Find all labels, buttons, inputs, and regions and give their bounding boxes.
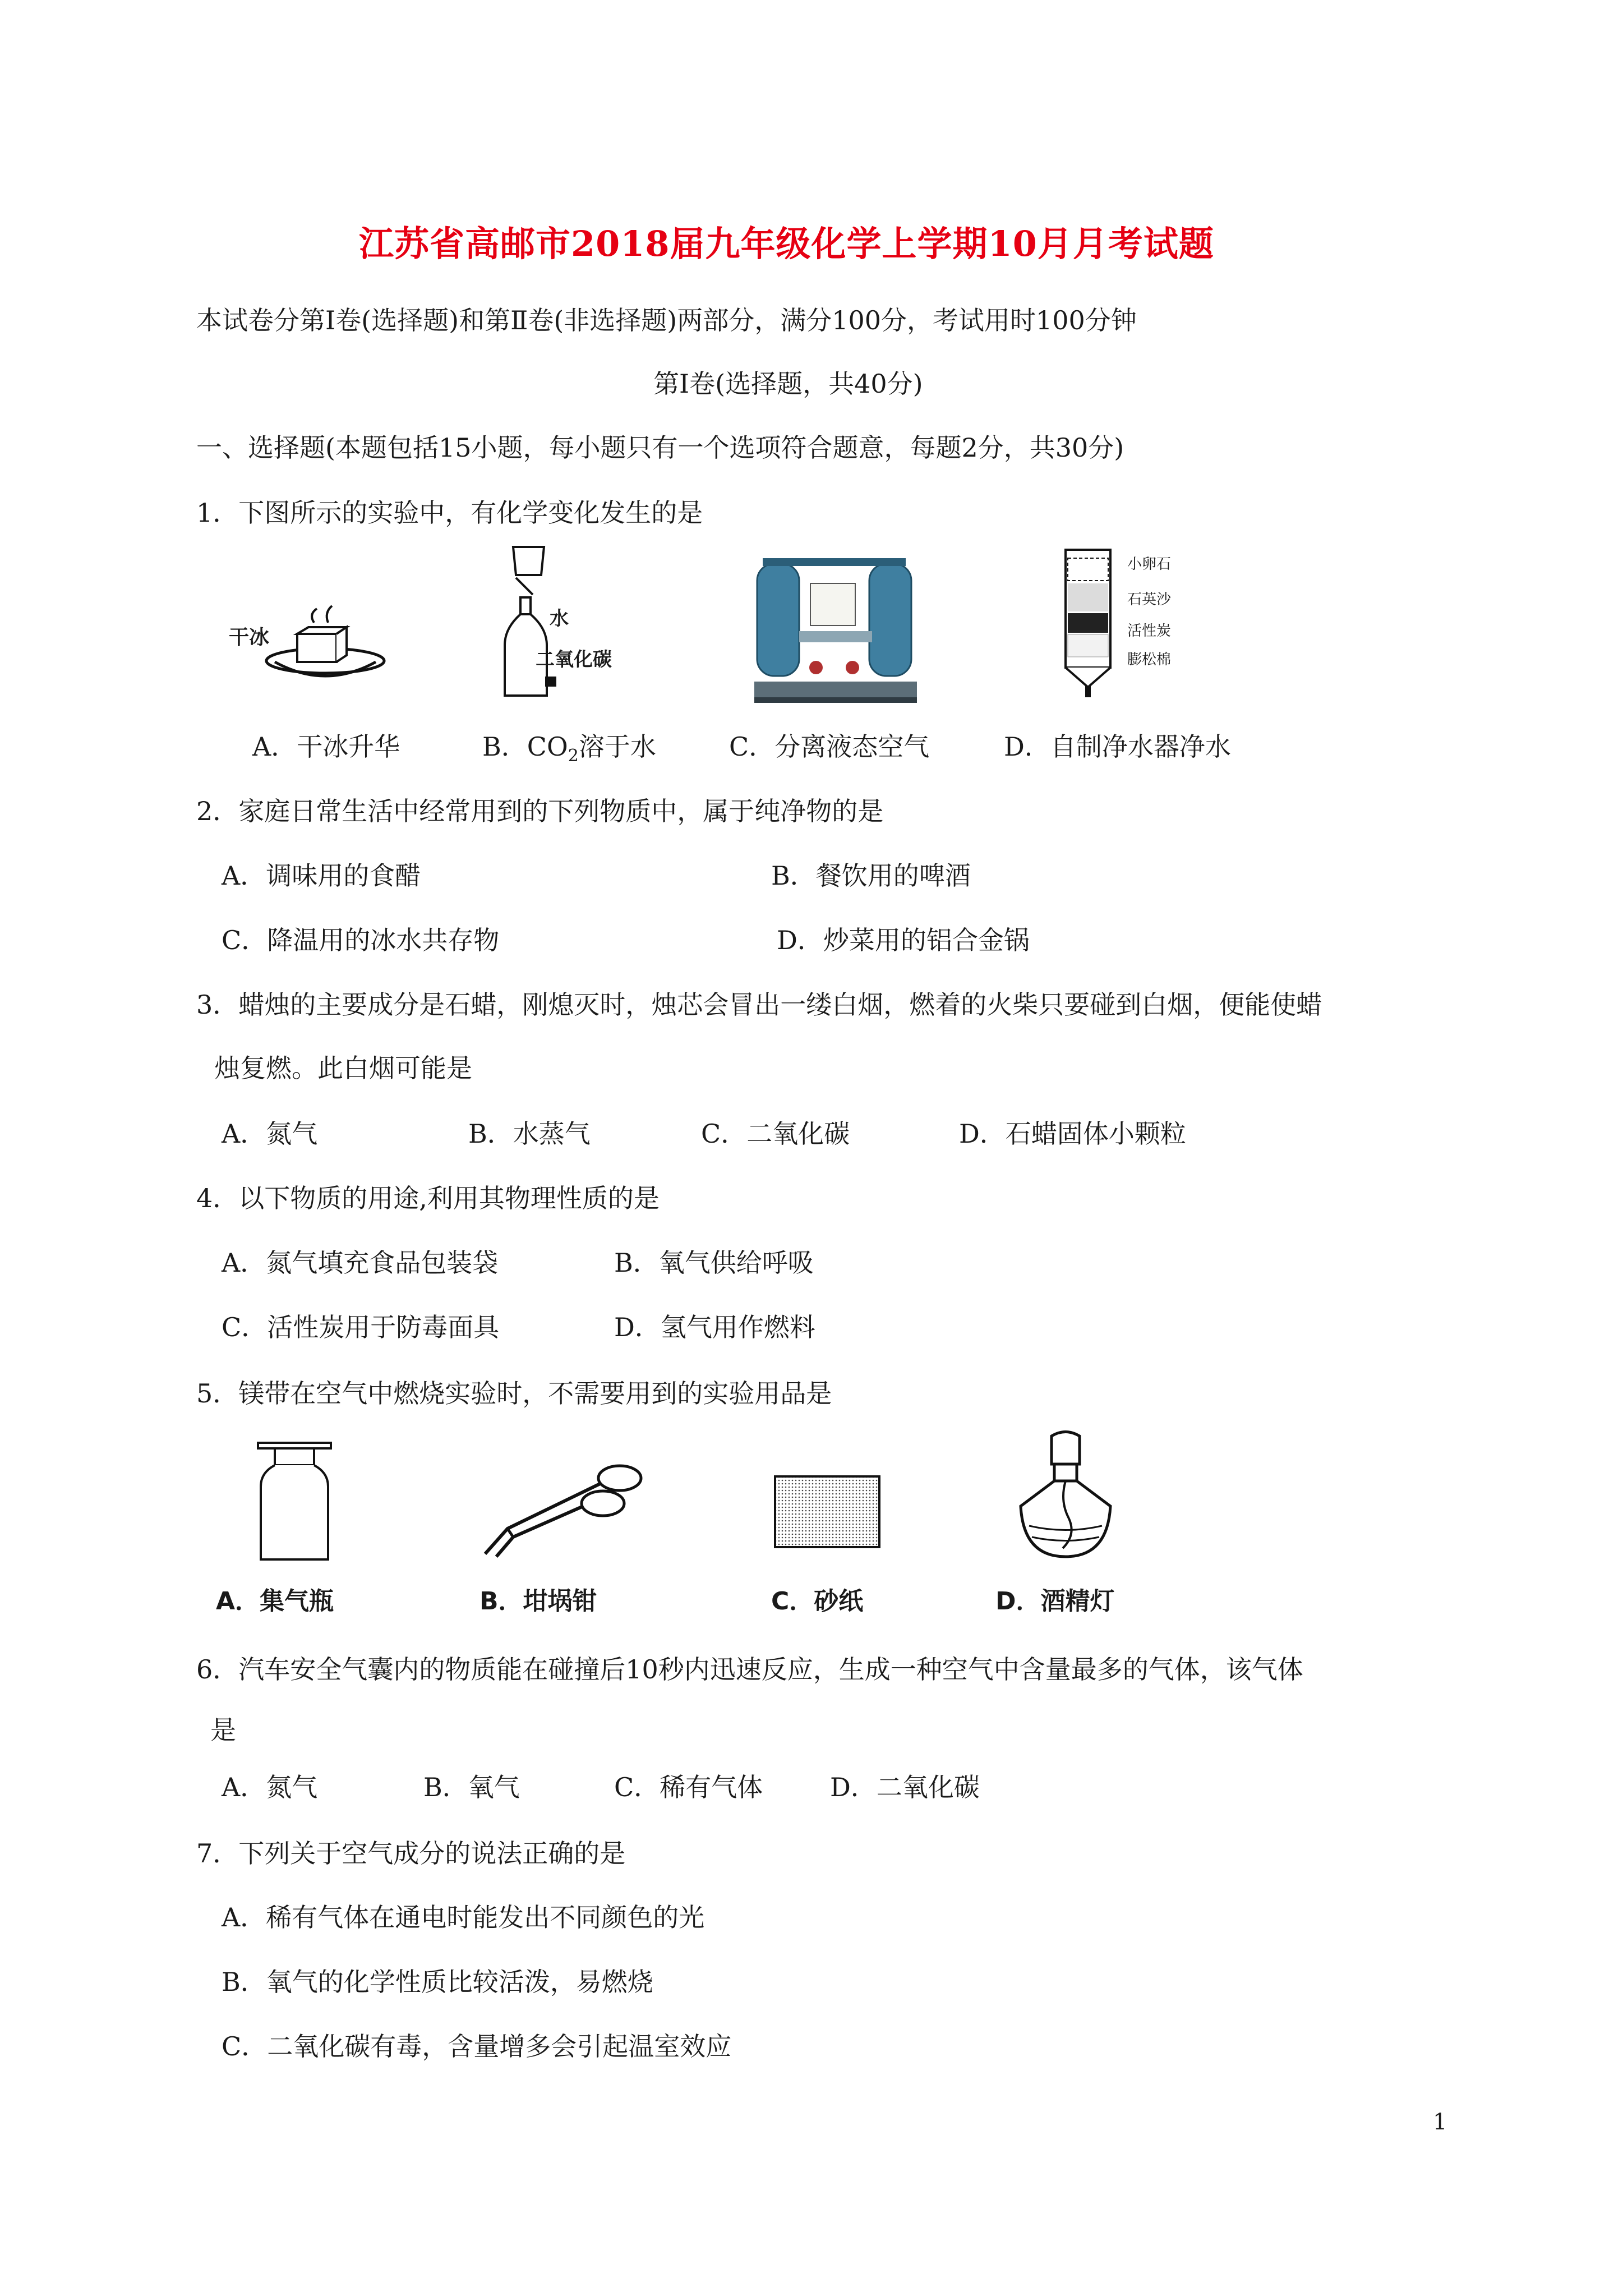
q2-option-d: D．炒菜用的铝合金锅 (777, 925, 1030, 955)
q6-option-b: B．氧气 (423, 1772, 520, 1802)
q1-option-c: C．分离液态空气 (729, 731, 930, 762)
q2-option-c: C．降温用的冰水共存物 (222, 925, 500, 955)
q3-option-c: C．二氧化碳 (701, 1119, 850, 1149)
q2-option-a: A．调味用的食醋 (222, 861, 421, 891)
q7-stem: 7．下列关于空气成分的说法正确的是 (196, 1838, 626, 1869)
carbon-label: 活性炭 (1127, 623, 1172, 639)
q2-option-b: B．餐饮用的啤酒 (771, 861, 971, 891)
q3-option-a: A．氮气 (222, 1119, 318, 1149)
q3-option-d: D．石蜡固体小颗粒 (959, 1119, 1186, 1149)
q4-option-c: C．活性炭用于防毒面具 (222, 1312, 500, 1342)
sandpaper-figure (774, 1475, 880, 1548)
q1-stem: 1．下图所示的实验中，有化学变化发生的是 (196, 498, 703, 528)
quartz-label: 石英沙 (1127, 591, 1172, 608)
q7-option-b: B．氧气的化学性质比较活泼，易燃烧 (222, 1967, 653, 1997)
q2-stem: 2．家庭日常生活中经常用到的下列物质中，属于纯净物的是 (196, 796, 884, 826)
co2-label: 二氧化碳 (536, 648, 612, 671)
q6-option-c: C．稀有气体 (614, 1772, 763, 1802)
q7-option-c: C．二氧化碳有毒，含量增多会引起温室效应 (222, 2031, 732, 2062)
exam-intro: 本试卷分第Ⅰ卷(选择题)和第Ⅱ卷(非选择题)两部分，满分100分，考试用时100分钟 (196, 305, 1137, 335)
page-number: 1 (1433, 2109, 1447, 2135)
q6-stem-line2: 是 (210, 1715, 236, 1745)
dry-ice-figure (224, 606, 381, 696)
gas-bottle-figure (255, 1442, 334, 1565)
pebbles-label: 小卵石 (1127, 556, 1172, 573)
q4-option-b: B．氧气供给呼吸 (614, 1248, 814, 1278)
q6-stem-line1: 6．汽车安全气囊内的物质能在碰撞后10秒内迅速反应，生成一种空气中含量最多的气体，该气体 (196, 1654, 1303, 1685)
q5-caption-c: C．砂纸 (771, 1587, 864, 1616)
q4-option-d: D．氢气用作燃料 (614, 1312, 815, 1342)
q5-stem: 5．镁带在空气中燃烧实验时，不需要用到的实验用品是 (196, 1378, 832, 1409)
q3-option-b: B．水蒸气 (468, 1119, 591, 1149)
water-filter-figure (1063, 547, 1124, 698)
q3-stem-line2: 烛复燃。此白烟可能是 (214, 1053, 472, 1083)
crucible-tongs-figure (474, 1450, 648, 1562)
q5-caption-b: B．坩埚钳 (479, 1587, 597, 1616)
q5-caption-d: D．酒精灯 (995, 1587, 1115, 1616)
q4-stem: 4．以下物质的用途,利用其物理性质的是 (196, 1183, 660, 1213)
air-separation-figure (754, 553, 917, 707)
q1-option-d: D．自制净水器净水 (1004, 731, 1231, 762)
part1-heading: 第Ⅰ卷(选择题，共40分) (653, 369, 923, 399)
q5-caption-a: A．集气瓶 (216, 1587, 334, 1616)
q6-option-d: D．二氧化碳 (830, 1772, 980, 1802)
q6-option-a: A．氮气 (222, 1772, 318, 1802)
water-label: 水 (550, 608, 569, 630)
q1-option-a: A．干冰升华 (252, 731, 400, 762)
cotton-label: 膨松棉 (1127, 651, 1172, 668)
dry-ice-label: 干冰 (229, 626, 270, 649)
q4-option-a: A．氮气填充食品包装袋 (222, 1248, 499, 1278)
q7-option-a: A．稀有气体在通电时能发出不同颜色的光 (222, 1902, 705, 1932)
alcohol-lamp-figure (1015, 1428, 1116, 1562)
section1-heading: 一、选择题(本题包括15小题，每小题只有一个选项符合题意，每题2分，共30分) (196, 432, 1124, 463)
page-title: 江苏省高邮市2018届九年级化学上学期10月月考试题 (359, 223, 1214, 264)
q3-stem-line1: 3．蜡烛的主要成分是石蜡，刚熄灭时，烛芯会冒出一缕白烟，燃着的火柴只要碰到白烟，便能使蜡 (196, 990, 1322, 1020)
q1-option-b: B．$CO_2$溶于水 (482, 731, 656, 766)
